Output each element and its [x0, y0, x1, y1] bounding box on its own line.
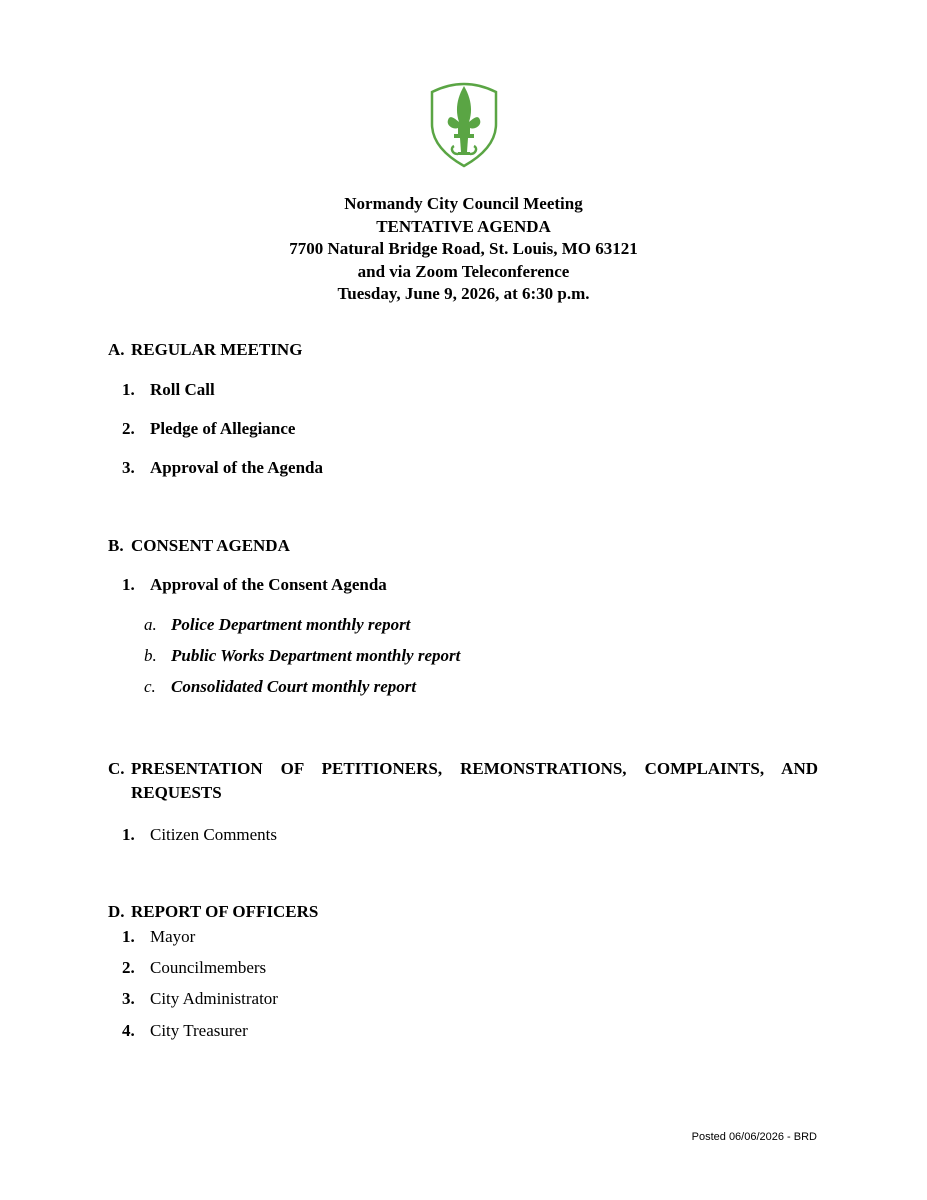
list-item: 1. Citizen Comments [122, 825, 278, 844]
list-item: 4. City Treasurer [122, 1021, 248, 1040]
meeting-datetime: Tuesday, June 9, 2026, at 6:30 p.m. [337, 284, 590, 303]
section-c-heading: C. PRESENTATION OF PETITIONERS, REMONSTRATIONS, COMPLAINTS, AND REQUESTS [108, 759, 818, 802]
sub-list-item: c. Consolidated Court monthly report [144, 677, 417, 696]
section-a-heading: A. REGULAR MEETING [108, 340, 303, 359]
list-item: 1. Mayor [122, 927, 196, 946]
list-item: 2. Pledge of Allegiance [122, 419, 296, 438]
sub-list-item: a. Police Department monthly report [144, 615, 411, 634]
meeting-address: 7700 Natural Bridge Road, St. Louis, MO 63121 [289, 239, 638, 258]
agenda-type: TENTATIVE AGENDA [376, 216, 551, 236]
section-b-heading: B. CONSENT AGENDA [108, 536, 290, 555]
list-item: 1. Roll Call [122, 380, 215, 399]
list-item: 3. Approval of the Agenda [122, 458, 324, 477]
list-item: 2. Councilmembers [122, 958, 267, 977]
list-item: 3. City Administrator [122, 989, 278, 1008]
list-item: 1. Approval of the Consent Agenda [122, 575, 387, 594]
sub-list-item: b. Public Works Department monthly report [144, 646, 461, 665]
meeting-title: Normandy City Council Meeting [344, 194, 583, 213]
section-d-heading: D. REPORT OF OFFICERS [108, 902, 319, 921]
meeting-virtual-note: and via Zoom Teleconference [357, 261, 570, 281]
posted-note: Posted 06/06/2026 - BRD [691, 1131, 817, 1143]
meeting-header [0, 193, 927, 306]
fleur-de-lis-shield-icon [424, 78, 504, 168]
